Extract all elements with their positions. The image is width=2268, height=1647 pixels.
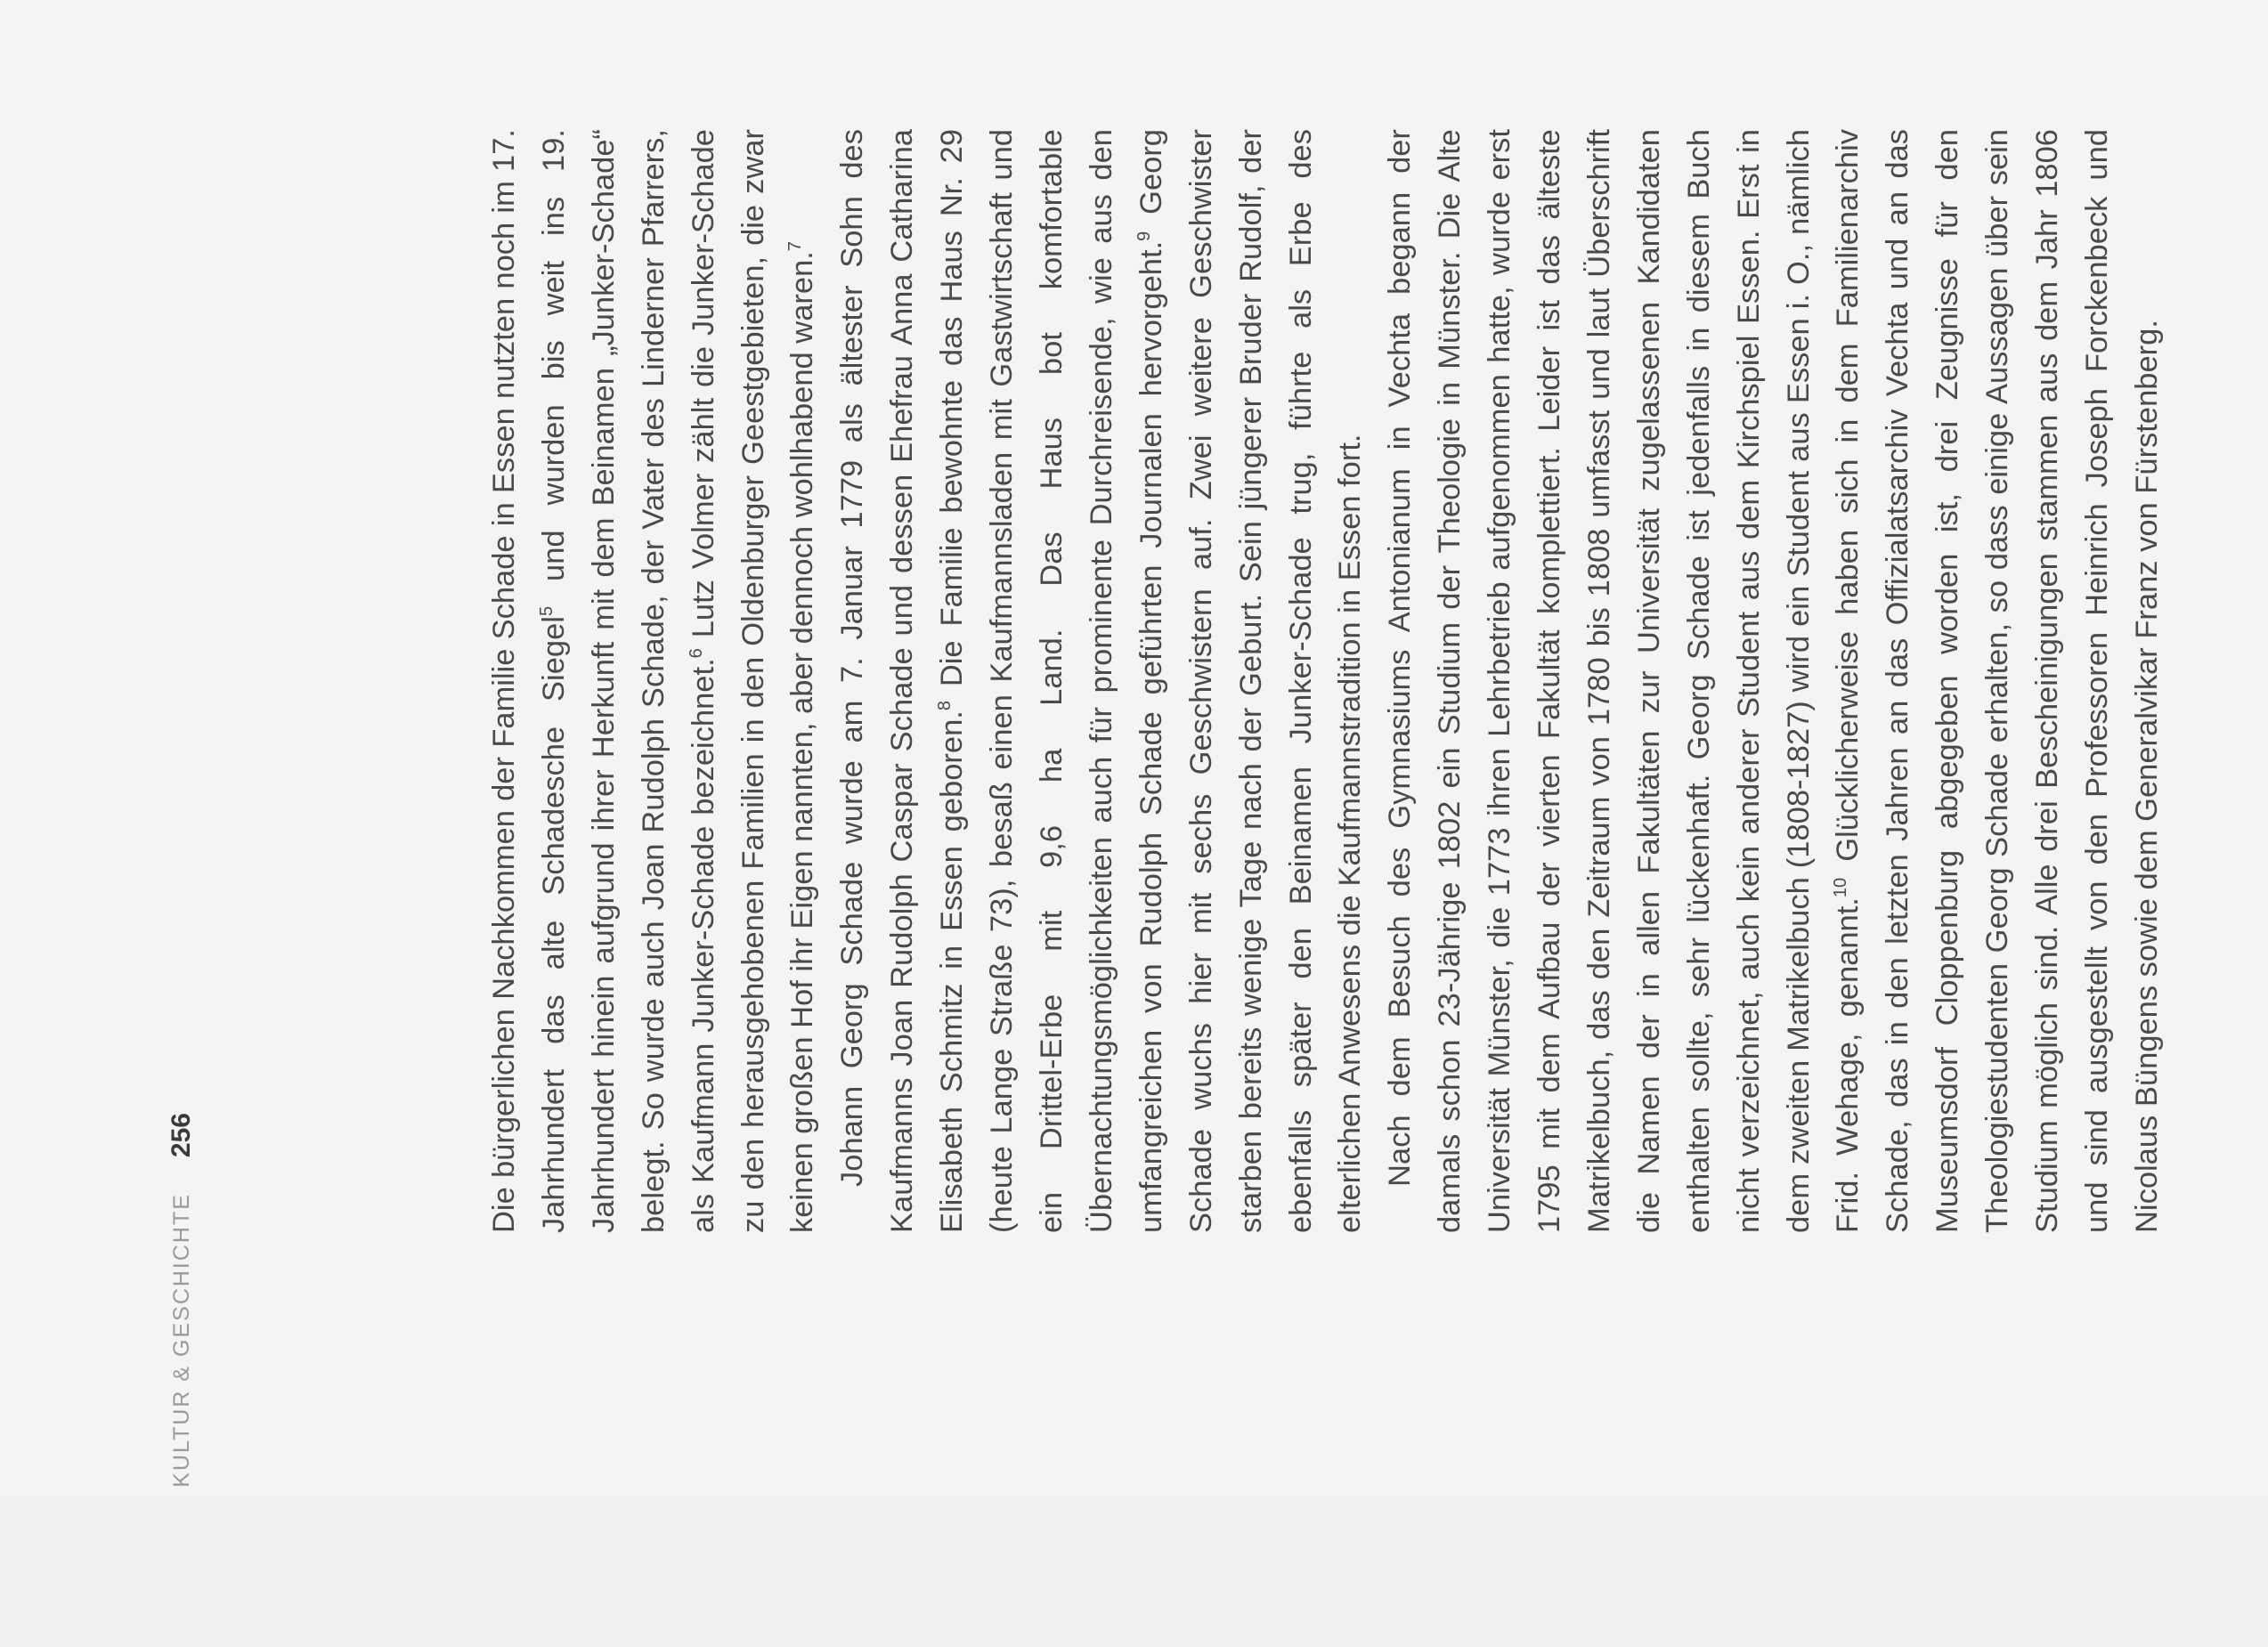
text-run: Nach dem Besuch des Gymnasiums Antonianum in Vechta begann der damals schon 23-Jährige 1802 ein Studium der Theologie in Münster. Die Alte Universität Münster, die 1773 ihren Lehrbetrieb aufgenommen hatte, wurde erst 1795 mit dem Aufbau der vierten Fakultät komplettiert. Leider ist das älteste Matrikelbuch, das den Zeitraum von 1780 bis 1808 umfasst und laut Überschrift die Namen der in allen Fakultäten zur Universität zugelassenen Kandidaten enthalten sollte, sehr lückenhaft. Georg Schade ist jedenfalls in diesem Buch nicht verzeichnet, auch kein anderer Student aus dem Kirchspiel Essen. Erst in dem zweiten Matrikelbuch (1808-1827) wird ein Student aus Essen i. O., nämlich Frid. Wehage, genannt.	[1383, 129, 1866, 1233]
footnote-ref-6[interactable]: 6	[686, 648, 706, 659]
paragraph	[828, 129, 1376, 1233]
page-footer	[159, 1113, 204, 1647]
footnote-ref-5[interactable]: 5	[536, 605, 557, 617]
text-run: Lutz Volmer zählt die Junker-Schade zu den herausgehobenen Familien in den Oldenburger Geestgebieten, die zwar keinen großen Hof ihr Eigen nannten, aber dennoch wohlhabend waren.	[686, 129, 820, 1233]
body-text	[480, 129, 2268, 1233]
running-title: KULTUR & GESCHICHTE	[168, 1193, 194, 1488]
text-run: Johann Georg Schade wurde am 7. Januar 1779 als ältester Sohn des Kaufmanns Joan Rudolph Caspar Schade und dessen Ehefrau Anna Catharina Elisabeth Schmitz in Essen geboren.	[835, 129, 970, 1233]
text-run: Glücklicherweise haben sich in dem Familienarchiv Schade, das in den letzten Jahren an das Offizialatsarchiv Vechta und an das Museumsdorf Cloppenburg abgegeben worden ist, drei Zeugnisse für den Theologiestudenten Georg Schade erhalten, so dass einige Aussagen über sein Studium möglich sind. Alle drei Bescheinigungen stammen aus dem Jahr 1806 und sind ausgestellt von den Professoren Heinrich Joseph Forckenbeck und Nicolaus Büngens sowie dem Generalvikar Franz von Fürstenberg.	[1831, 129, 2164, 1233]
page-number: 256	[167, 1113, 196, 1158]
footnote-ref-9[interactable]: 9	[1134, 231, 1154, 241]
footnote-ref-7[interactable]: 7	[785, 241, 806, 252]
footnote-ref-10[interactable]: 10	[1831, 877, 1851, 898]
text-run: Georg Schade wuchs hier mit sechs Geschwistern auf. Zwei weitere Geschwister starben bereits wenige Tage nach der Geburt. Sein jüngerer Bruder Rudolf, der ebenfalls später den Beinamen Junker-Schade trug, führte als Erbe des elterlichen Anwesens die Kaufmannstradition in Essen fort.	[1134, 129, 1368, 1233]
footnote-ref-8[interactable]: 8	[935, 701, 955, 711]
paragraph	[480, 129, 828, 1233]
text-run: und wurden bis weit ins 19. Jahrhundert hinein aufgrund ihrer Herkunft mit dem Beinamen „Junker-Schade“ belegt. So wurde auch Joan Rudolph Schade, der Vater des Linderner Pfarrers, als Kaufmann Junker-Schade bezeichnet.	[536, 129, 720, 1233]
text-run: Die bürgerlichen Nachkommen der Familie Schade in Essen nutzten noch im 17. Jahrhundert das alte Schadesche Siegel	[487, 129, 571, 1233]
paragraph	[1376, 129, 2173, 1233]
text-run: Die Familie bewohnte das Haus Nr. 29 (heute Lange Straße 73), besaß einen Kaufmannsladen mit Gastwirtschaft und ein Drittel-Erbe mit 9,6 ha Land. Das Haus bot komfortable Übernachtungsmöglichkeiten auch für prominente Durchreisende, wie aus den umfangreichen von Rudolph Schade geführten Journalen hervorgeht.	[935, 128, 1168, 1233]
